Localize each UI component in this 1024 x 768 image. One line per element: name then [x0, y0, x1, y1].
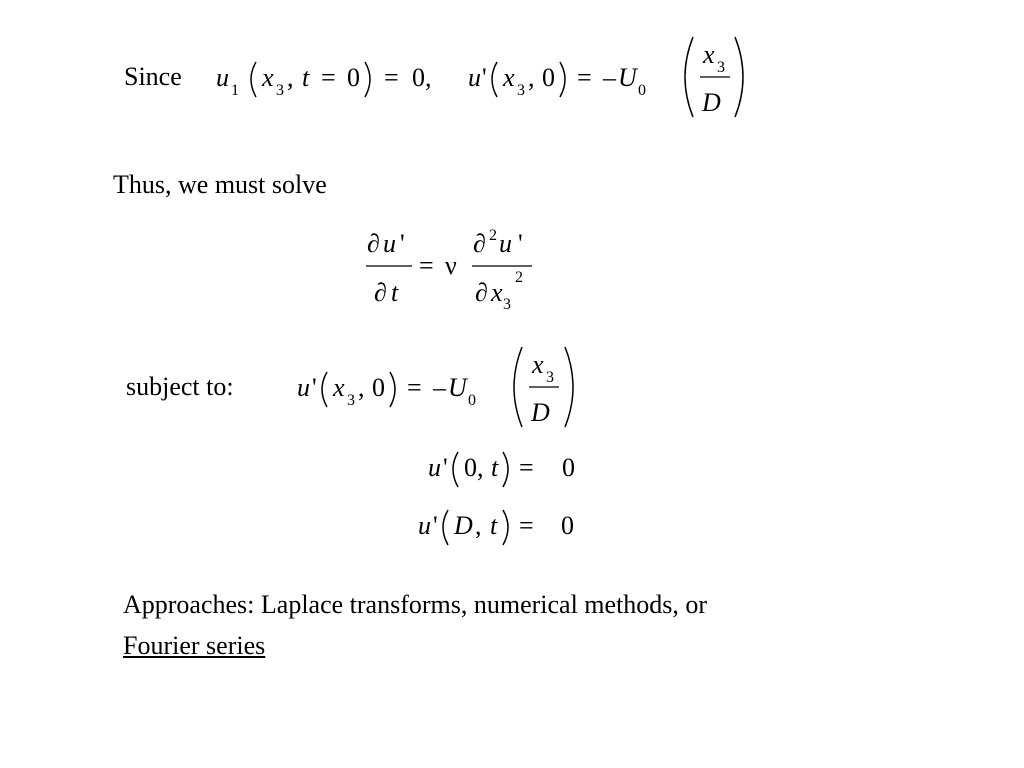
- minus: –: [603, 63, 616, 92]
- right-paren: [390, 372, 395, 407]
- equals: =: [407, 373, 422, 402]
- var-u: u: [383, 229, 396, 258]
- equals: =: [419, 251, 434, 280]
- left-paren: [453, 452, 458, 487]
- var-x: x: [262, 63, 274, 92]
- partial: ∂: [473, 229, 486, 258]
- comma: ,: [475, 511, 482, 540]
- prime: ': [312, 373, 317, 402]
- equals: =: [519, 453, 534, 482]
- subscript: 3: [347, 392, 355, 409]
- subscript: 3: [276, 82, 284, 99]
- var-U: U: [618, 63, 637, 92]
- left-paren: [443, 510, 448, 545]
- var-D: D: [531, 398, 550, 427]
- thus-label: Thus, we must solve: [113, 170, 327, 199]
- prime: ': [400, 229, 405, 258]
- var-D: D: [454, 511, 473, 540]
- value: 0: [347, 63, 360, 92]
- partial: ∂: [374, 278, 387, 307]
- superscript: 2: [515, 269, 523, 286]
- prime: ': [433, 511, 438, 540]
- prime: ': [518, 229, 523, 258]
- value: 0: [562, 453, 575, 482]
- var-t: t: [491, 453, 499, 482]
- superscript: 2: [489, 227, 497, 244]
- value: 0: [542, 63, 555, 92]
- approaches-text: Approaches: Laplace transforms, numerical methods, or: [123, 590, 708, 619]
- since-label: Since: [124, 62, 182, 91]
- minus: –: [433, 373, 446, 402]
- var-u: u: [499, 229, 512, 258]
- comma: ,: [287, 63, 294, 92]
- left-paren: [322, 372, 327, 407]
- var-u: u: [418, 511, 431, 540]
- equals: =: [321, 63, 336, 92]
- comma: ,: [358, 373, 365, 402]
- var-x: x: [503, 63, 515, 92]
- subject-to-label: subject to:: [126, 372, 234, 401]
- var-x: x: [491, 278, 503, 307]
- big-left-paren: [514, 347, 522, 427]
- partial: ∂: [475, 278, 488, 307]
- var-U: U: [448, 373, 467, 402]
- var-x: x: [333, 373, 345, 402]
- var-u: u: [297, 373, 310, 402]
- var-x: x: [532, 350, 544, 379]
- prime: ': [482, 63, 487, 92]
- right-paren: [503, 452, 508, 487]
- subscript: 3: [517, 82, 525, 99]
- subscript: 3: [717, 59, 725, 76]
- subscript: 0: [638, 82, 646, 99]
- var-t: t: [302, 63, 310, 92]
- value: 0: [561, 511, 574, 540]
- var-u: u: [468, 63, 481, 92]
- value: 0,: [412, 63, 432, 92]
- equals: =: [519, 511, 534, 540]
- comma: ,: [528, 63, 535, 92]
- subscript: 3: [546, 369, 554, 386]
- equals: =: [384, 63, 399, 92]
- prime: ': [443, 453, 448, 482]
- var-t: t: [490, 511, 498, 540]
- subscript: 0: [468, 392, 476, 409]
- var-t: t: [391, 278, 399, 307]
- value: 0,: [464, 453, 484, 482]
- equals: =: [577, 63, 592, 92]
- partial: ∂: [367, 229, 380, 258]
- var-u: u: [216, 63, 229, 92]
- subscript: 3: [503, 296, 511, 313]
- nu: ν: [445, 251, 457, 280]
- var-D: D: [702, 88, 721, 117]
- fourier-series-link[interactable]: Fourier series: [123, 631, 266, 660]
- var-u: u: [428, 453, 441, 482]
- right-paren: [503, 510, 508, 545]
- big-right-paren: [565, 347, 573, 427]
- value: 0: [372, 373, 385, 402]
- subscript: 1: [231, 82, 239, 99]
- var-x: x: [703, 40, 715, 69]
